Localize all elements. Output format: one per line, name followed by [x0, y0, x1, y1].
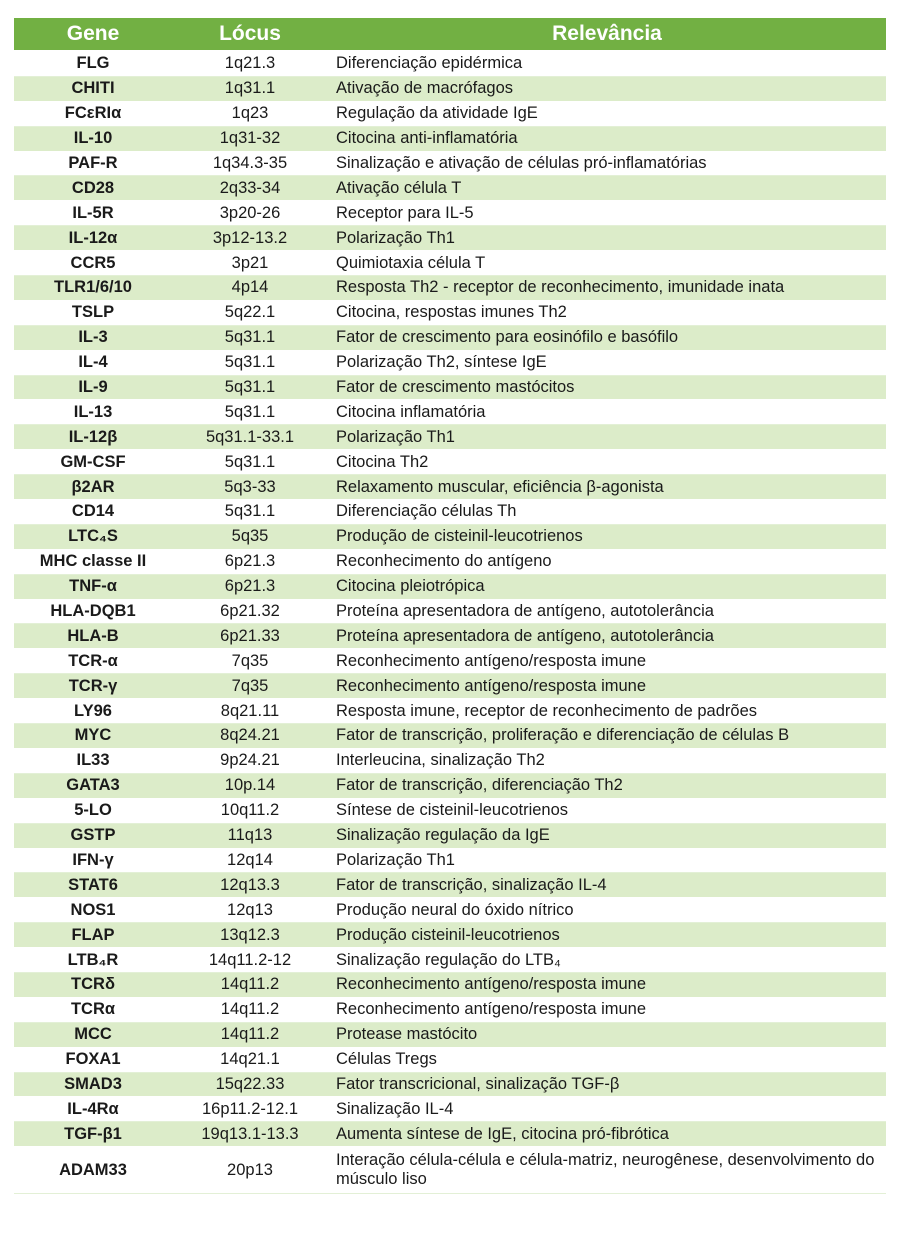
- table-row: [14, 350, 886, 375]
- header-relevance: Relevância: [328, 18, 886, 51]
- gene-cell: FLG: [14, 51, 172, 76]
- gene-cell: TLR1/6/10: [14, 276, 172, 301]
- table-row: [14, 873, 886, 898]
- table-row: [14, 724, 886, 749]
- locus-cell: 5q31.1: [172, 500, 328, 525]
- gene-cell: IL-4Rα: [14, 1097, 172, 1122]
- locus-cell: 7q35: [172, 674, 328, 699]
- gene-cell: LTB₄R: [14, 948, 172, 973]
- gene-cell: TCRδ: [14, 972, 172, 997]
- table-row: [14, 1097, 886, 1122]
- gene-cell: TCR-α: [14, 649, 172, 674]
- table-row: [14, 923, 886, 948]
- gene-cell: FOXA1: [14, 1047, 172, 1072]
- gene-cell: IL-12β: [14, 425, 172, 450]
- table-row: [14, 699, 886, 724]
- relevance-cell: Produção cisteinil-leucotrienos: [328, 923, 886, 948]
- gene-cell: MCC: [14, 1022, 172, 1047]
- table-row: [14, 1072, 886, 1097]
- relevance-cell: Reconhecimento antígeno/resposta imune: [328, 674, 886, 699]
- table-row: [14, 1022, 886, 1047]
- table-row: [14, 549, 886, 574]
- locus-cell: 5q22.1: [172, 300, 328, 325]
- relevance-cell: Citocina pleiotrópica: [328, 574, 886, 599]
- locus-cell: 5q31.1: [172, 375, 328, 400]
- relevance-cell: Síntese de cisteinil-leucotrienos: [328, 798, 886, 823]
- relevance-cell: Polarização Th1: [328, 848, 886, 873]
- locus-cell: 1q31-32: [172, 126, 328, 151]
- gene-cell: CHITI: [14, 76, 172, 101]
- relevance-cell: Proteína apresentadora de antígeno, autotolerância: [328, 624, 886, 649]
- table-header: [14, 18, 886, 51]
- relevance-cell: Polarização Th1: [328, 226, 886, 251]
- locus-cell: 12q14: [172, 848, 328, 873]
- locus-cell: 19q13.1-13.3: [172, 1122, 328, 1147]
- locus-cell: 1q23: [172, 101, 328, 126]
- relevance-cell: Citocina anti-inflamatória: [328, 126, 886, 151]
- table-row: [14, 898, 886, 923]
- relevance-cell: Fator de crescimento mastócitos: [328, 375, 886, 400]
- table-row: [14, 300, 886, 325]
- gene-cell: TGF-β1: [14, 1122, 172, 1147]
- table-row: [14, 524, 886, 549]
- table-row: [14, 500, 886, 525]
- relevance-cell: Resposta imune, receptor de reconhecimento de padrões: [328, 699, 886, 724]
- relevance-cell: Fator de transcrição, proliferação e diferenciação de células B: [328, 724, 886, 749]
- table-row: [14, 325, 886, 350]
- gene-cell: 5-LO: [14, 798, 172, 823]
- relevance-cell: Diferenciação células Th: [328, 500, 886, 525]
- relevance-cell: Fator de crescimento para eosinófilo e basófilo: [328, 325, 886, 350]
- table-row: [14, 624, 886, 649]
- locus-cell: 14q21.1: [172, 1047, 328, 1072]
- relevance-cell: Diferenciação epidérmica: [328, 51, 886, 76]
- gene-cell: HLA-DQB1: [14, 599, 172, 624]
- table-row: [14, 1122, 886, 1147]
- table-row: [14, 375, 886, 400]
- table-row: [14, 101, 886, 126]
- table-row: [14, 1147, 886, 1194]
- gene-cell: SMAD3: [14, 1072, 172, 1097]
- relevance-cell: Aumenta síntese de IgE, citocina pró-fibrótica: [328, 1122, 886, 1147]
- relevance-cell: Protease mastócito: [328, 1022, 886, 1047]
- gene-cell: IL-10: [14, 126, 172, 151]
- locus-cell: 16p11.2-12.1: [172, 1097, 328, 1122]
- table-row: [14, 599, 886, 624]
- table-row: [14, 475, 886, 500]
- locus-cell: 3p20-26: [172, 201, 328, 226]
- relevance-cell: Sinalização e ativação de células pró-inflamatórias: [328, 151, 886, 176]
- gene-table-container: [14, 18, 886, 1194]
- locus-cell: 4p14: [172, 276, 328, 301]
- locus-cell: 5q31.1: [172, 450, 328, 475]
- gene-cell: FCεRIα: [14, 101, 172, 126]
- table-row: [14, 251, 886, 276]
- gene-cell: MYC: [14, 724, 172, 749]
- locus-cell: 10p.14: [172, 773, 328, 798]
- relevance-cell: Fator de transcrição, sinalização IL-4: [328, 873, 886, 898]
- table-row: [14, 400, 886, 425]
- table-row: [14, 674, 886, 699]
- table-row: [14, 425, 886, 450]
- locus-cell: 6p21.33: [172, 624, 328, 649]
- locus-cell: 8q21.11: [172, 699, 328, 724]
- relevance-cell: Sinalização regulação da IgE: [328, 823, 886, 848]
- locus-cell: 1q34.3-35: [172, 151, 328, 176]
- gene-cell: LY96: [14, 699, 172, 724]
- relevance-cell: Fator transcricional, sinalização TGF-β: [328, 1072, 886, 1097]
- gene-cell: LTC₄S: [14, 524, 172, 549]
- relevance-cell: Regulação da atividade IgE: [328, 101, 886, 126]
- relevance-cell: Reconhecimento antígeno/resposta imune: [328, 997, 886, 1022]
- table-body: [14, 51, 886, 1194]
- locus-cell: 14q11.2: [172, 1022, 328, 1047]
- gene-locus-table: [14, 18, 886, 1194]
- gene-cell: IL-13: [14, 400, 172, 425]
- locus-cell: 13q12.3: [172, 923, 328, 948]
- gene-cell: CCR5: [14, 251, 172, 276]
- relevance-cell: Reconhecimento antígeno/resposta imune: [328, 972, 886, 997]
- table-row: [14, 748, 886, 773]
- locus-cell: 2q33-34: [172, 176, 328, 201]
- relevance-cell: Polarização Th2, síntese IgE: [328, 350, 886, 375]
- relevance-cell: Resposta Th2 - receptor de reconhecimento, imunidade inata: [328, 276, 886, 301]
- relevance-cell: Proteína apresentadora de antígeno, autotolerância: [328, 599, 886, 624]
- table-row: [14, 151, 886, 176]
- gene-cell: β2AR: [14, 475, 172, 500]
- locus-cell: 10q11.2: [172, 798, 328, 823]
- gene-cell: NOS1: [14, 898, 172, 923]
- gene-cell: HLA-B: [14, 624, 172, 649]
- gene-cell: TSLP: [14, 300, 172, 325]
- locus-cell: 11q13: [172, 823, 328, 848]
- table-row: [14, 972, 886, 997]
- locus-cell: 15q22.33: [172, 1072, 328, 1097]
- gene-cell: GATA3: [14, 773, 172, 798]
- locus-cell: 1q21.3: [172, 51, 328, 76]
- locus-cell: 14q11.2-12: [172, 948, 328, 973]
- gene-cell: IL-3: [14, 325, 172, 350]
- table-row: [14, 450, 886, 475]
- table-row: [14, 51, 886, 76]
- table-row: [14, 201, 886, 226]
- locus-cell: 3p12-13.2: [172, 226, 328, 251]
- relevance-cell: Citocina, respostas imunes Th2: [328, 300, 886, 325]
- gene-cell: GM-CSF: [14, 450, 172, 475]
- relevance-cell: Polarização Th1: [328, 425, 886, 450]
- relevance-cell: Citocina inflamatória: [328, 400, 886, 425]
- table-row: [14, 997, 886, 1022]
- locus-cell: 5q31.1: [172, 350, 328, 375]
- locus-cell: 5q31.1: [172, 400, 328, 425]
- locus-cell: 12q13.3: [172, 873, 328, 898]
- table-row: [14, 276, 886, 301]
- relevance-cell: Ativação célula T: [328, 176, 886, 201]
- table-row: [14, 176, 886, 201]
- header-row: [14, 18, 886, 51]
- relevance-cell: Sinalização regulação do LTB₄: [328, 948, 886, 973]
- table-row: [14, 226, 886, 251]
- table-row: [14, 773, 886, 798]
- gene-cell: IL-4: [14, 350, 172, 375]
- gene-cell: IL-9: [14, 375, 172, 400]
- table-row: [14, 126, 886, 151]
- locus-cell: 8q24.21: [172, 724, 328, 749]
- locus-cell: 5q31.1: [172, 325, 328, 350]
- relevance-cell: Ativação de macrófagos: [328, 76, 886, 101]
- gene-cell: TNF-α: [14, 574, 172, 599]
- locus-cell: 20p13: [172, 1147, 328, 1194]
- gene-cell: IL-12α: [14, 226, 172, 251]
- relevance-cell: Produção neural do óxido nítrico: [328, 898, 886, 923]
- table-row: [14, 1047, 886, 1072]
- locus-cell: 14q11.2: [172, 972, 328, 997]
- table-row: [14, 948, 886, 973]
- locus-cell: 1q31.1: [172, 76, 328, 101]
- table-row: [14, 649, 886, 674]
- locus-cell: 14q11.2: [172, 997, 328, 1022]
- relevance-cell: Células Tregs: [328, 1047, 886, 1072]
- relevance-cell: Receptor para IL-5: [328, 201, 886, 226]
- header-gene: Gene: [14, 18, 172, 51]
- gene-cell: IL-5R: [14, 201, 172, 226]
- locus-cell: 5q31.1-33.1: [172, 425, 328, 450]
- locus-cell: 5q35: [172, 524, 328, 549]
- locus-cell: 7q35: [172, 649, 328, 674]
- relevance-cell: Fator de transcrição, diferenciação Th2: [328, 773, 886, 798]
- table-row: [14, 823, 886, 848]
- relevance-cell: Sinalização IL-4: [328, 1097, 886, 1122]
- relevance-cell: Quimiotaxia célula T: [328, 251, 886, 276]
- relevance-cell: Produção de cisteinil-leucotrienos: [328, 524, 886, 549]
- table-row: [14, 574, 886, 599]
- gene-cell: FLAP: [14, 923, 172, 948]
- locus-cell: 6p21.3: [172, 549, 328, 574]
- gene-cell: TCR-γ: [14, 674, 172, 699]
- header-locus: Lócus: [172, 18, 328, 51]
- gene-cell: MHC classe II: [14, 549, 172, 574]
- relevance-cell: Citocina Th2: [328, 450, 886, 475]
- gene-cell: CD28: [14, 176, 172, 201]
- relevance-cell: Interação célula-célula e célula-matriz, neurogênese, desenvolvimento do músculo liso: [328, 1147, 886, 1194]
- locus-cell: 6p21.32: [172, 599, 328, 624]
- relevance-cell: Reconhecimento do antígeno: [328, 549, 886, 574]
- gene-cell: ADAM33: [14, 1147, 172, 1194]
- locus-cell: 12q13: [172, 898, 328, 923]
- gene-cell: STAT6: [14, 873, 172, 898]
- gene-cell: PAF-R: [14, 151, 172, 176]
- locus-cell: 6p21.3: [172, 574, 328, 599]
- relevance-cell: Reconhecimento antígeno/resposta imune: [328, 649, 886, 674]
- table-row: [14, 848, 886, 873]
- table-row: [14, 798, 886, 823]
- gene-cell: TCRα: [14, 997, 172, 1022]
- relevance-cell: Interleucina, sinalização Th2: [328, 748, 886, 773]
- locus-cell: 3p21: [172, 251, 328, 276]
- gene-cell: IL33: [14, 748, 172, 773]
- locus-cell: 9p24.21: [172, 748, 328, 773]
- gene-cell: GSTP: [14, 823, 172, 848]
- locus-cell: 5q3-33: [172, 475, 328, 500]
- relevance-cell: Relaxamento muscular, eficiência β-agonista: [328, 475, 886, 500]
- table-row: [14, 76, 886, 101]
- gene-cell: CD14: [14, 500, 172, 525]
- gene-cell: IFN-γ: [14, 848, 172, 873]
